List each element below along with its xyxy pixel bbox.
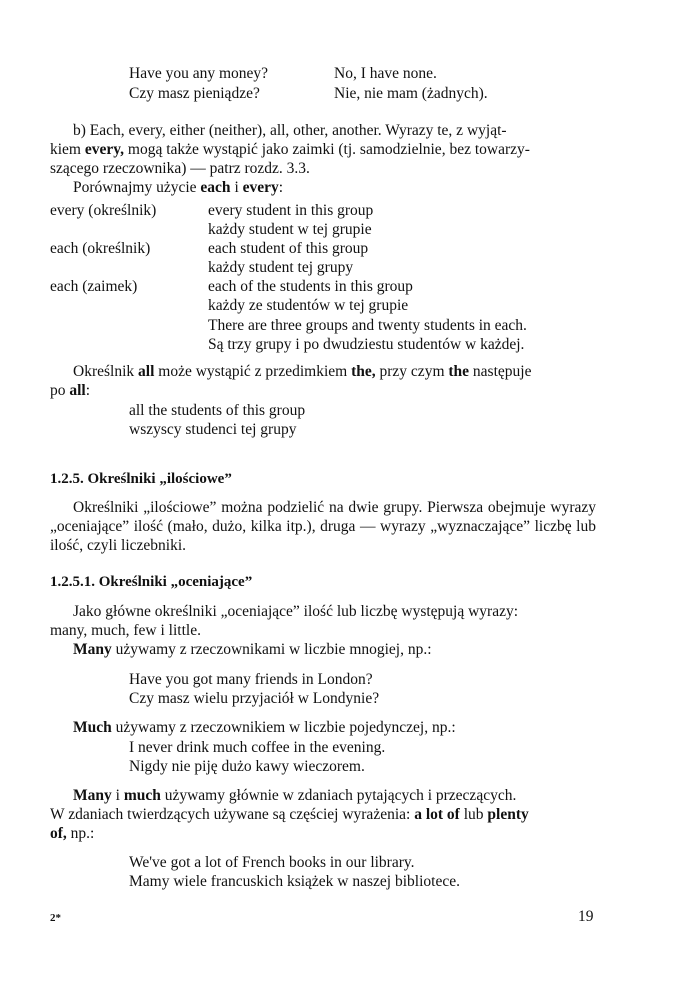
example-pl-answer: Nie, nie mam (żadnych). xyxy=(334,85,488,102)
subsection-heading: 1.2.5.1. Określniki „oceniające” xyxy=(50,574,253,590)
example-much-en: I never drink much coffee in the evening. xyxy=(129,739,386,756)
section-heading: 1.2.5. Określniki „ilościowe” xyxy=(50,471,232,487)
all-para-line1: Określnik all może wystąpić z przedimkiem the, przy czym the następuje xyxy=(73,363,532,380)
many-usage: Many używamy z rzeczownikami w liczbie mnogiej, np.: xyxy=(73,641,432,658)
table-line: każdy student w tej grupie xyxy=(208,221,372,238)
many-much-para-line1: Many i much używamy głównie w zdaniach pytających i przeczących. xyxy=(73,787,517,804)
example-lot-en: We've got a lot of French books in our library. xyxy=(129,854,415,871)
table-line: every student in this group xyxy=(208,202,374,219)
example-much-pl: Nigdy nie piję dużo kawy wieczorem. xyxy=(129,758,365,775)
table-line: There are three groups and twenty students in each. xyxy=(208,317,527,334)
section-body: Określniki „ilościowe” można podzielić na dwie grupy. Pierwsza obejmuje wyrazy „oceniające” ilość (mało, dużo, kilka itp.), druga — wyrazy „wyznaczające” liczbę lub ilość, czyli liczebniki. xyxy=(50,499,596,554)
table-term: each (określnik) xyxy=(50,240,151,257)
example-lot-pl: Mamy wiele francuskich książek w naszej bibliotece. xyxy=(129,873,460,890)
page-number: 19 xyxy=(578,908,594,925)
all-para-line2: po all: xyxy=(50,382,91,399)
all-example-pl: wszyscy studenci tej grupy xyxy=(129,421,297,438)
para-b-line3: szącego rzeczownika) — patrz rozdz. 3.3. xyxy=(50,160,310,177)
example-pl: Czy masz pieniądze? xyxy=(129,85,260,102)
para-b-line2: kiem every, mogą także wystąpić jako zaimki (tj. samodzielnie, bez towarzy- xyxy=(50,141,530,158)
table-line: każdy ze studentów w tej grupie xyxy=(208,297,409,314)
table-term: every (określnik) xyxy=(50,202,157,219)
subsection-intro-line2: many, much, few i little. xyxy=(50,622,201,639)
table-line: Są trzy grupy i po dwudziestu studentów w każdej. xyxy=(208,336,525,353)
example-many-en: Have you got many friends in London? xyxy=(129,671,373,688)
subsection-intro-line1: Jako główne określniki „oceniające” ilość lub liczbę występują wyrazy: xyxy=(73,603,519,620)
example-en-answer: No, I have none. xyxy=(334,65,437,82)
example-many-pl: Czy masz wielu przyjaciół w Londynie? xyxy=(129,690,380,707)
table-line: each student of this group xyxy=(208,240,369,257)
much-usage: Much używamy z rzeczownikiem w liczbie pojedynczej, np.: xyxy=(73,719,456,736)
example-en: Have you any money? xyxy=(129,65,269,82)
compare-line: Porównajmy użycie each i every: xyxy=(73,179,284,196)
many-much-para-line2: W zdaniach twierdzących używane są częściej wyrażenia: a lot of lub plenty xyxy=(50,806,529,823)
table-line: each of the students in this group xyxy=(208,278,413,295)
table-term: each (zaimek) xyxy=(50,278,138,295)
many-much-para-line3: of, np.: xyxy=(50,825,95,842)
table-line: każdy student tej grupy xyxy=(208,259,354,276)
all-example-en: all the students of this group xyxy=(129,402,306,419)
para-b-line1: b) Each, every, either (neither), all, other, another. Wyrazy te, z wyjąt- xyxy=(73,122,507,139)
signature-mark: 2* xyxy=(50,912,61,924)
